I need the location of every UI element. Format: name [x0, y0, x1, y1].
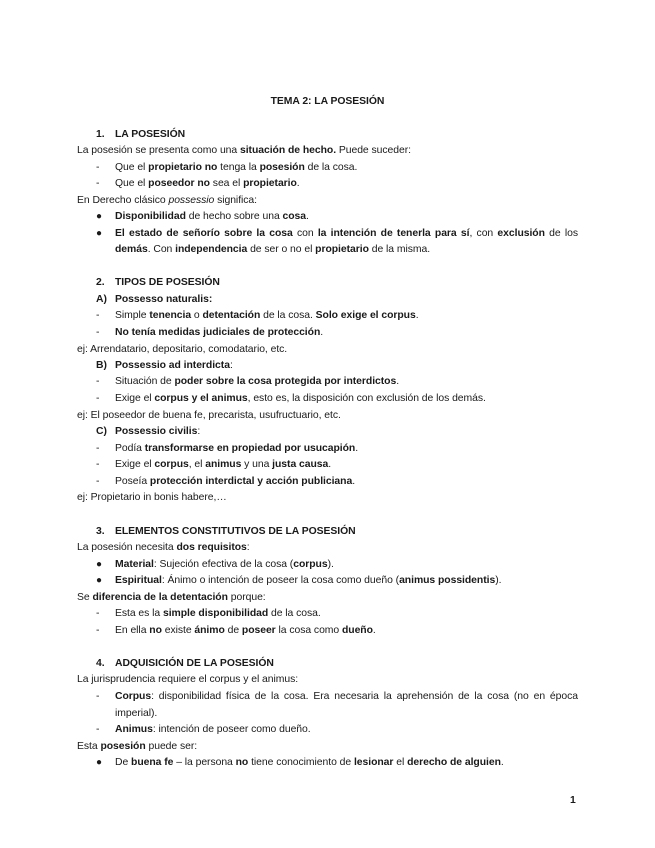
text-segment: dueño: [341, 625, 373, 636]
text-segment: y una: [241, 459, 273, 470]
text-segment: La posesión se presenta como una: [77, 145, 240, 156]
text-segment: ).: [495, 575, 502, 586]
text-segment: Possessio ad interdicta: [115, 360, 230, 371]
text-line: [115, 723, 311, 736]
text-segment: .: [355, 443, 359, 454]
text-line: [115, 607, 321, 620]
text-line: [115, 442, 358, 455]
text-segment: buena fe: [131, 757, 174, 768]
text-segment: diferencia de la detentación: [92, 592, 228, 603]
text-segment: Possesso naturalis:: [115, 294, 213, 305]
text-segment: : Ánimo o intención de poseer la cosa como dueño (: [161, 575, 400, 586]
text-line: [77, 343, 287, 356]
text-segment: Material: [115, 559, 154, 570]
text-segment: possessio: [168, 195, 215, 206]
text-segment: existe: [161, 625, 195, 636]
text-segment: porque:: [227, 592, 266, 603]
text-segment: – la persona: [173, 757, 236, 768]
text-line: [115, 161, 357, 174]
text-segment: animus: [205, 459, 242, 470]
text-segment: .: [296, 178, 300, 189]
section-heading: [115, 425, 200, 438]
text-segment: En Derecho clásico: [77, 195, 169, 206]
text-segment: ADQUISICIÓN DE LA POSESIÓN: [115, 658, 274, 669]
text-segment: poseedor no: [148, 178, 210, 189]
text-segment: protección interdictal y acción publiciana: [149, 476, 353, 487]
text-segment: . Con: [147, 244, 176, 255]
text-line: [115, 690, 578, 703]
text-segment: .: [306, 211, 309, 222]
text-segment: Animus: [115, 724, 153, 735]
text-segment: , esto es, la disposición con exclusión de los demás.: [247, 393, 486, 404]
text-segment: La jurisprudencia requiere el corpus y el animus:: [77, 674, 299, 685]
bullet-icon: ●: [96, 559, 103, 570]
section-heading: [115, 276, 220, 289]
page-number: 1: [570, 795, 576, 806]
text-segment: propietario: [243, 178, 297, 189]
text-segment: ).: [327, 559, 334, 570]
text-segment: .: [415, 310, 419, 321]
text-segment: detentación: [202, 310, 261, 321]
bullet-icon: ●: [96, 757, 103, 768]
dash-marker: -: [96, 459, 100, 470]
text-line: [77, 194, 257, 207]
text-segment: ej: El poseedor de buena fe, precarista, usufructuario, etc.: [77, 410, 341, 421]
text-segment: puede ser:: [145, 741, 198, 752]
text-segment: de: [224, 625, 242, 636]
text-segment: :: [197, 426, 201, 437]
text-segment: con: [292, 228, 318, 239]
text-line: [115, 756, 504, 769]
text-segment: de los: [544, 228, 579, 239]
text-segment: .: [500, 757, 504, 768]
text-segment: .: [320, 327, 324, 338]
text-line: [77, 491, 227, 504]
text-segment: .: [352, 476, 356, 487]
text-segment: posesión: [259, 162, 305, 173]
text-segment: de ser o no el: [247, 244, 316, 255]
text-line: [77, 591, 266, 604]
text-segment: o: [191, 310, 203, 321]
text-line: [115, 227, 578, 240]
text-segment: cosa: [282, 211, 307, 222]
dash-marker: -: [96, 178, 100, 189]
dash-marker: -: [96, 443, 100, 454]
text-segment: derecho de alguien: [407, 757, 501, 768]
section-heading: [115, 293, 212, 306]
text-segment: corpus y el animus: [154, 393, 248, 404]
text-segment: Exige el: [115, 459, 155, 470]
text-segment: no: [235, 757, 249, 768]
text-line: [115, 624, 376, 637]
text-line: [77, 673, 298, 686]
dash-marker: -: [96, 608, 100, 619]
text-line: [115, 375, 399, 388]
text-segment: :: [229, 360, 233, 371]
text-segment: LA POSESIÓN: [115, 129, 186, 140]
section-number: 4.: [96, 658, 105, 669]
text-segment: Puede suceder:: [336, 145, 411, 156]
text-segment: simple disponibilidad: [162, 608, 269, 619]
text-segment: tiene conocimiento de: [248, 757, 354, 768]
section-number: 2.: [96, 277, 105, 288]
text-segment: Que el: [115, 162, 149, 173]
section-number: C): [96, 426, 107, 437]
text-segment: La posesión necesita: [77, 542, 177, 553]
dash-marker: -: [96, 724, 100, 735]
section-heading: [115, 525, 356, 538]
text-line: [115, 458, 331, 471]
text-segment: dos requisitos: [176, 542, 247, 553]
text-segment: ej: Propietario in bonis habere,…: [77, 492, 227, 503]
text-segment: Espiritual: [115, 575, 162, 586]
text-segment: TIPOS DE POSESIÓN: [115, 277, 220, 288]
text-segment: Situación de: [115, 376, 175, 387]
text-segment: poder sobre la cosa protegida por interdictos: [174, 376, 397, 387]
text-segment: , con: [469, 228, 498, 239]
text-segment: .: [396, 376, 400, 387]
text-segment: : disponibilidad física de la cosa. Era necesaria la aprehensión de la cosa (no en época: [151, 691, 578, 702]
page-title: TEMA 2: LA POSESIÓN: [270, 96, 385, 107]
text-segment: situación de hecho.: [239, 145, 337, 156]
text-segment: propietario no: [148, 162, 218, 173]
dash-marker: -: [96, 476, 100, 487]
text-line: [115, 309, 419, 322]
text-segment: el: [393, 757, 408, 768]
text-segment: .: [372, 625, 376, 636]
text-line: [77, 740, 197, 753]
text-line: [77, 541, 250, 554]
text-segment: Exige el: [115, 393, 155, 404]
text-segment: tenga la: [217, 162, 260, 173]
dash-marker: -: [96, 162, 100, 173]
text-segment: transformarse en propiedad por usucapión: [144, 443, 356, 454]
text-segment: De: [115, 757, 132, 768]
dash-marker: -: [96, 327, 100, 338]
section-number: A): [96, 294, 107, 305]
text-line: [77, 144, 411, 157]
text-segment: Solo exige el corpus: [315, 310, 416, 321]
dash-marker: -: [96, 376, 100, 387]
bullet-icon: ●: [96, 575, 103, 586]
text-line: [115, 574, 501, 587]
text-segment: Poseía: [115, 476, 150, 487]
text-line: [77, 409, 341, 422]
dash-marker: -: [96, 625, 100, 636]
text-line: [115, 210, 309, 223]
text-segment: de la misma.: [368, 244, 431, 255]
text-segment: Possessio civilis: [115, 426, 198, 437]
text-segment: :: [246, 542, 250, 553]
section-heading: [115, 359, 233, 372]
dash-marker: -: [96, 393, 100, 404]
text-line: [115, 392, 486, 405]
text-segment: sea el: [209, 178, 244, 189]
bullet-icon: ●: [96, 211, 103, 222]
section-number: B): [96, 360, 107, 371]
text-segment: ELEMENTOS CONSTITUTIVOS DE LA POSESIÓN: [115, 526, 356, 537]
section-number: 3.: [96, 526, 105, 537]
text-segment: poseer: [241, 625, 276, 636]
text-segment: ánimo: [194, 625, 225, 636]
dash-marker: -: [96, 310, 100, 321]
text-segment: significa:: [214, 195, 257, 206]
text-segment: de la cosa.: [260, 310, 316, 321]
text-line: [115, 326, 323, 339]
section-number: 1.: [96, 129, 105, 140]
text-segment: Podía: [115, 443, 145, 454]
text-line: [115, 558, 334, 571]
text-segment: corpus: [154, 459, 189, 470]
text-segment: tenencia: [149, 310, 192, 321]
text-segment: .: [328, 459, 332, 470]
text-segment: no: [149, 625, 162, 636]
text-segment: propietario: [315, 244, 369, 255]
text-segment: Disponibilidad: [115, 211, 186, 222]
text-segment: la cosa como: [275, 625, 342, 636]
text-line: [115, 475, 355, 488]
dash-marker: -: [96, 691, 100, 702]
text-segment: imperial).: [115, 708, 158, 719]
text-line: [115, 177, 300, 190]
text-segment: exclusión: [497, 228, 545, 239]
section-heading: [115, 657, 274, 670]
text-segment: la intención de tenerla para sí: [317, 228, 470, 239]
text-segment: Simple: [115, 310, 150, 321]
text-segment: Esta es la: [115, 608, 163, 619]
text-segment: En ella: [115, 625, 150, 636]
text-segment: Que el: [115, 178, 149, 189]
text-segment: demás: [115, 244, 148, 255]
text-segment: : intención de poseer como dueño.: [152, 724, 311, 735]
text-line: [115, 707, 157, 720]
text-segment: lesionar: [353, 757, 394, 768]
text-segment: Corpus: [115, 691, 152, 702]
bullet-icon: ●: [96, 228, 103, 239]
text-segment: justa causa: [272, 459, 329, 470]
text-segment: posesión: [100, 741, 146, 752]
text-segment: independencia: [175, 244, 248, 255]
text-segment: : Sujeción efectiva de la cosa (: [153, 559, 294, 570]
text-segment: Esta: [77, 741, 101, 752]
text-segment: ej: Arrendatario, depositario, comodatario, etc.: [77, 344, 288, 355]
section-heading: [115, 128, 185, 141]
text-segment: No tenía medidas judiciales de protección: [115, 327, 321, 338]
text-segment: de la cosa.: [268, 608, 321, 619]
text-segment: de hecho sobre una: [185, 211, 283, 222]
text-line: [115, 243, 430, 256]
text-segment: , el: [188, 459, 206, 470]
text-segment: de la cosa.: [304, 162, 358, 173]
text-segment: corpus: [293, 559, 328, 570]
text-segment: animus possidentis: [399, 575, 496, 586]
text-segment: El estado de señorío sobre la cosa: [115, 228, 293, 239]
text-segment: Se: [77, 592, 93, 603]
